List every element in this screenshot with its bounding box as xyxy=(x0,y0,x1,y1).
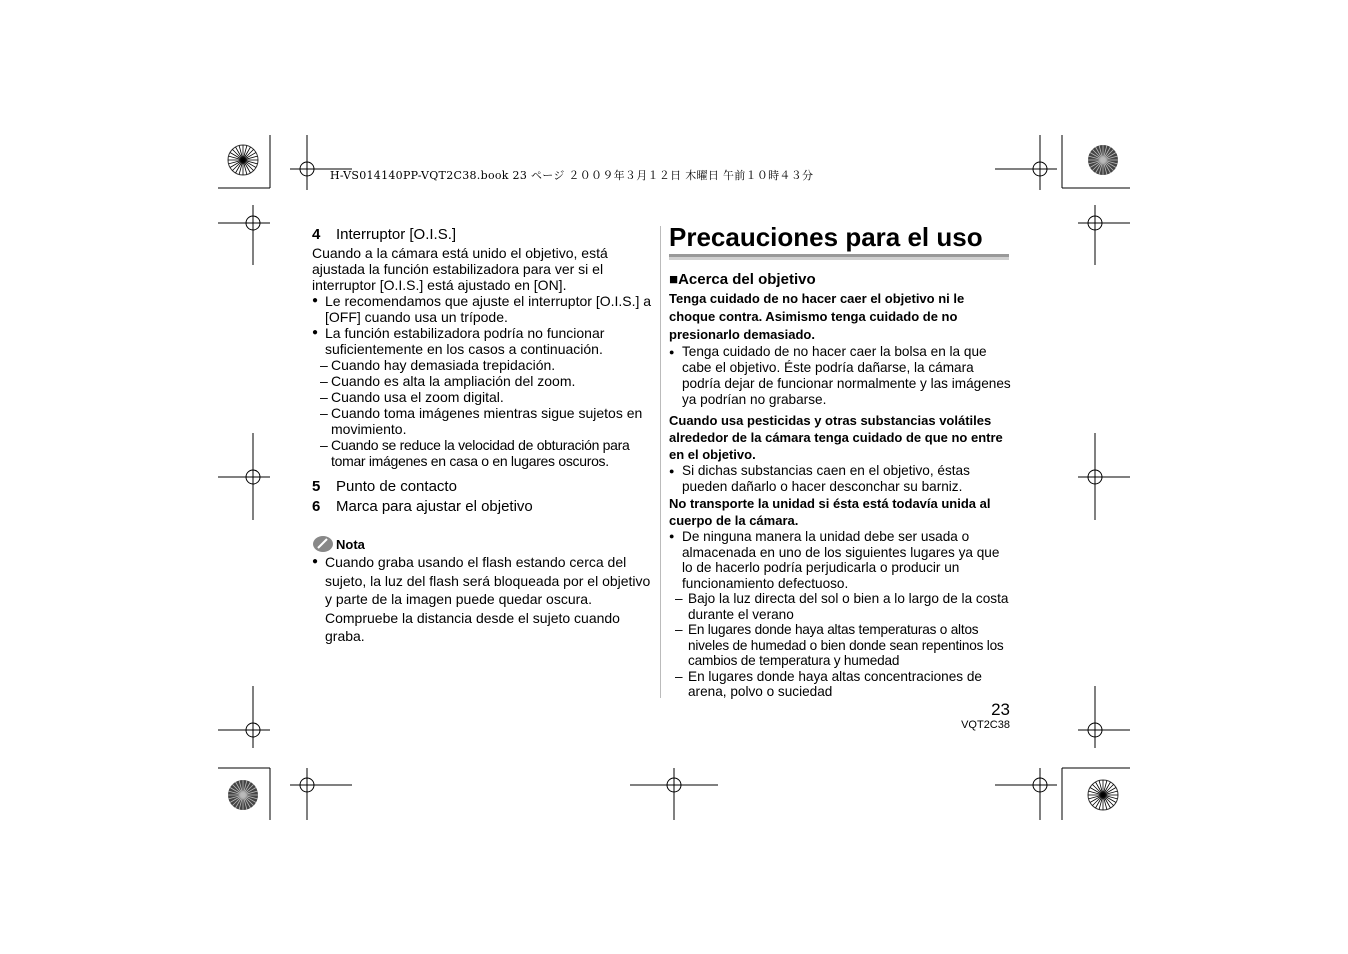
dash-item: – En lugares donde haya altas temperaturas o altos niveles de humedad o bien donde sean repentinos los cambios de temperatura y humedad xyxy=(669,622,1011,669)
left-column xyxy=(312,225,652,646)
square-bullet-icon: ■ xyxy=(669,271,679,288)
item-4: 4 Interruptor [O.I.S.] xyxy=(312,226,457,243)
item-6: 6 Marca para ajustar el objetivo xyxy=(312,498,533,515)
column-divider xyxy=(660,226,661,698)
warning-bold: No transporte la unidad si ésta está todavía unida al cuerpo de la cámara. xyxy=(669,496,991,528)
bullet-item: ● Tenga cuidado de no hacer caer la bolsa en la que cabe el objetivo. Éste podría dañarse, la cámara podría dejar de funcionar normalmente y las imágenes ya podrían no grabarse. xyxy=(669,344,1011,408)
note-heading xyxy=(312,535,652,553)
page-number: 23 xyxy=(991,700,1010,719)
bullet-item: ● La función estabilizadora podría no funcionar suficientemente en los casos a continuación. xyxy=(312,325,652,357)
title-rule-light xyxy=(669,257,1009,260)
item-5: 5 Punto de contacto xyxy=(312,478,457,495)
dash-item: – Cuando hay demasiada trepidación. xyxy=(312,357,652,373)
dash-item: – Cuando se reduce la velocidad de obturación para tomar imágenes en casa o en lugares oscuros. xyxy=(312,437,652,469)
note-label: Nota xyxy=(336,536,365,552)
document-code: VQT2C38 xyxy=(961,719,1010,731)
warning-bold: Tenga cuidado de no hacer caer el objetivo ni le choque contra. Asimismo tenga cuidado de no presionarlo demasiado. xyxy=(669,291,965,342)
note-text: ● Cuando graba usando el flash estando cerca del sujeto, la luz del flash será bloqueada por el objetivo y parte de la imagen puede quedar oscura. Compruebe la distancia desde el sujeto cuando graba. xyxy=(312,553,652,646)
bullet-item: ● Si dichas substancias caen en el objetivo, éstas pueden dañarlo o hacer desconchar su barniz. xyxy=(669,463,1011,495)
dash-item: – Cuando toma imágenes mientras sigue sujetos en movimiento. xyxy=(312,405,652,437)
right-column xyxy=(669,222,1011,700)
bullet-item: ● Le recomendamos que ajuste el interruptor [O.I.S.] a [OFF] cuando usa un trípode. xyxy=(312,293,652,325)
page-title: Precauciones para el uso xyxy=(669,222,983,252)
bullet-item: ● De ninguna manera la unidad debe ser usada o almacenada en uno de los siguientes lugares ya que lo de hacerlo podría perjudicarla o producir un funcionamiento defectuoso. xyxy=(669,529,1011,591)
dash-item: – Bajo la luz directa del sol o bien a lo largo de la costa durante el verano xyxy=(669,591,1011,622)
dash-item: – Cuando es alta la ampliación del zoom. xyxy=(312,373,652,389)
dash-item: – Cuando usa el zoom digital. xyxy=(312,389,652,405)
warning-bold: Cuando usa pesticidas y otras substancias volátiles alrededor de la cámara tenga cuidado de que no entre en el objetivo. xyxy=(669,413,1003,462)
note-icon xyxy=(312,535,334,553)
dash-item: – En lugares donde haya altas concentraciones de arena, polvo o suciedad xyxy=(669,669,1011,700)
section-heading: ■Acerca del objetivo xyxy=(669,271,816,288)
ois-intro: Cuando a la cámara está unido el objetivo, está ajustada la función estabilizadora para ver si el interruptor [O.I.S.] está ajustado en [ON]. xyxy=(312,245,608,293)
file-header: H-VS014140PP-VQT2C38.book 23 ページ ２００９年３月１２日 木曜日 午前１０時４３分 xyxy=(330,169,814,182)
